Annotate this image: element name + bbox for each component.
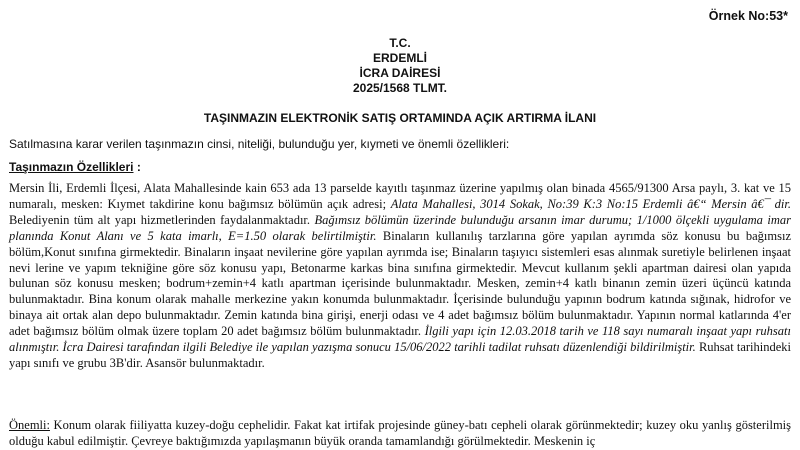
header-office: İCRA DAİRESİ bbox=[359, 66, 441, 80]
important-label: Önemli: bbox=[9, 418, 50, 432]
section-heading bbox=[9, 160, 141, 174]
desc-address: Alata Mahallesi, 3014 Sokak, No:39 K:3 No:15 Erdemli â€“ Mersin â€¯ dir. bbox=[390, 196, 791, 211]
property-description bbox=[9, 181, 791, 372]
desc-segment: Binaların kullanılış tarzlarına göre yapılan ayrımda söz konusu bu bağımsız bölüm,Konut sınıfına girmektedir. Binaların inşaat nevilerine göre yapılan ayrımda ise; Binaların taşıyıcı sistemleri esas alınmak suretiyle belirlenen inşaat nevi lerine ve yapım tekniğine göre söz konusu yapı, Betonarme karkas bina sınıfına girmektedir. Mevcut kullanım şekli apartman dairesi olan yapıda bulunan söz konusu mesken; bodrum+zemin+4 katlı apartman içerisinde bulunmaktadır. Mesken, zemin+4 katlı binanın zemin üzeri üçüncü katında bulunmaktadır. Bina konum olarak mahalle merkezine yakın konumda bulunmaktadır. İçerisinde bulunduğu yapının bodrum katında sığınak, hidrofor ve binaya ait ortak alan depo bulunmaktadır. Zemin katında bina girişi, enerji odası ve 4 adet bağımsız bölüm bulunmaktadır. Yapının normal katlarında 4'er adet bağımsız bölüm olmak üzere toplam 20 adet bağımsız bölüm bulunmaktadır. bbox=[9, 228, 792, 339]
header-district: ERDEMLİ bbox=[373, 51, 427, 65]
announcement-title: TAŞINMAZIN ELEKTRONİK SATIŞ ORTAMINDA AÇIK ARTIRMA İLANI bbox=[203, 111, 597, 125]
intro-text: Satılmasına karar verilen taşınmazın cinsi, niteliği, bulunduğu yer, kıymeti ve önemli özellikleri: bbox=[9, 137, 510, 151]
desc-permit: İlgili yapı için 12.03.2018 tarih ve 118 sayı numaralı inşaat yapı ruhsatı alınmıştır. İcra Dairesi tarafından ilgili Belediye ile yapılan yazışma sonucu 15/06/2022 tarihli tadilat ruhsatı düzenlendiği bildirilmiştir. bbox=[9, 324, 791, 355]
document-header bbox=[0, 36, 800, 96]
desc-segment: Ruhsat tarihindeki yapı sınıfı ve grubu 3B'dir. Asansör bulunmaktadır. bbox=[9, 340, 791, 370]
important-text: Konum olarak fiiliyatta kuzey-doğu cephelidir. Fakat kat irtifak projesinde güney-batı cepheli olarak görünmektedir; kuzey oku yanlış gösterilmiş olduğu kabul edilmiştir. Çevreye baktığımızda yapılaşmanın büyük oranda tamamlandığı görülmektedir. Meskenin iç bbox=[9, 418, 791, 448]
section-heading-colon: : bbox=[133, 160, 141, 174]
desc-segment: Belediyenin tüm alt yapı hizmetlerinden faydalanmaktadır. bbox=[9, 212, 315, 227]
important-note bbox=[9, 418, 791, 450]
desc-zoning: Bağımsız bölümün üzerinde bulunduğu arsanın imar durumu; 1/1000 ölçekli uygulama imar planında Konut Alanı ve 5 kata imarlı, E=1.50 olarak belirtilmiştir. bbox=[9, 212, 791, 243]
header-tc: T.C. bbox=[389, 36, 411, 50]
desc-segment: Mersin İli, Erdemli İlçesi, Alata Mahallesinde kain 653 ada 13 parselde kayıtlı taşınmaz üzerine yapılmış olan binada 4565/91300 Arsa paylı, 3. kat ve 15 numaralı, mesken: Kıymet takdirine konu bağımsız bölümün açık adresi; bbox=[9, 181, 791, 211]
example-number: Örnek No:53* bbox=[708, 9, 788, 23]
header-file-number: 2025/1568 TLMT. bbox=[352, 81, 448, 95]
section-heading-label: Taşınmazın Özellikleri bbox=[9, 160, 134, 174]
